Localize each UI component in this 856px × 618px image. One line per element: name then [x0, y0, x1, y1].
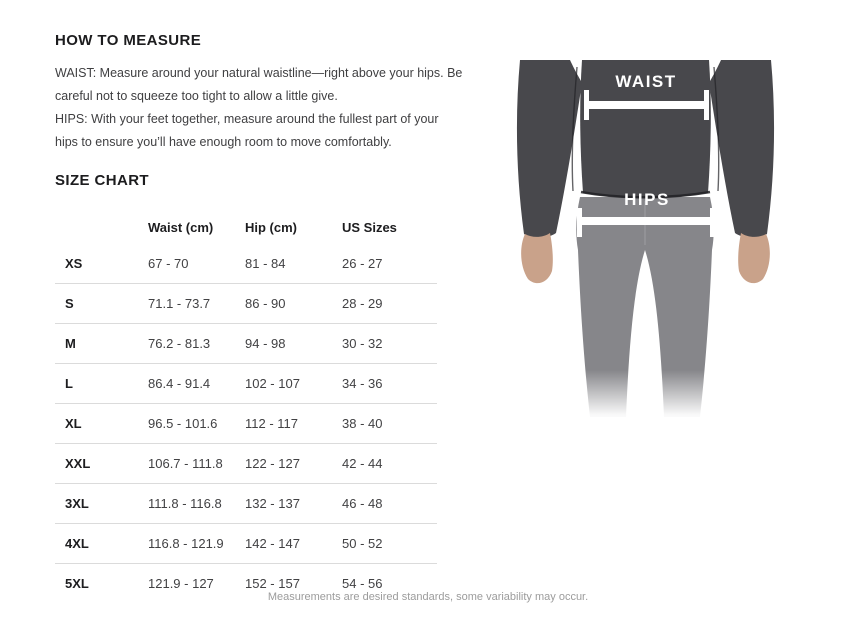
us-size-cell: 34 - 36 [342, 376, 383, 391]
size-cell: L [65, 376, 73, 391]
us-size-cell: 30 - 32 [342, 336, 383, 351]
size-cell: XL [65, 416, 82, 431]
us-size-cell: 50 - 52 [342, 536, 383, 551]
measurement-model-illustration [498, 45, 856, 425]
hip-cell: 152 - 157 [245, 576, 300, 591]
instruction-line: WAIST: Measure around your natural waistline—right above your hips. Be [55, 66, 463, 80]
waist-cell: 76.2 - 81.3 [148, 336, 211, 351]
table-row [55, 403, 437, 443]
us-size-cell: 28 - 29 [342, 296, 383, 311]
col-header-waist: Waist (cm) [148, 219, 214, 235]
table-row [55, 283, 437, 323]
waist-cell: 67 - 70 [148, 256, 189, 271]
instruction-line: careful not to squeeze too tight to allow a little give. [55, 89, 338, 103]
size-cell: S [65, 296, 74, 311]
size-cell: 5XL [65, 576, 89, 591]
col-header-hip: Hip (cm) [245, 219, 297, 235]
table-row [55, 443, 437, 483]
hip-cell: 102 - 107 [245, 376, 300, 391]
table-row [55, 523, 437, 563]
table-row [55, 363, 437, 403]
left-hand [521, 233, 553, 283]
hip-cell: 122 - 127 [245, 456, 300, 471]
us-size-cell: 54 - 56 [342, 576, 383, 591]
hip-cell: 112 - 117 [245, 416, 299, 431]
us-size-cell: 26 - 27 [342, 256, 383, 271]
waist-cell: 106.7 - 111.8 [148, 456, 223, 471]
size-cell: M [65, 336, 76, 351]
col-header-us-sizes: US Sizes [342, 219, 397, 235]
instruction-line: hips to ensure you’ll have enough room to move comfortably. [55, 135, 392, 149]
waist-cell: 121.9 - 127 [148, 576, 214, 591]
left-content-column [55, 32, 485, 603]
footnote: Measurements are desired standards, some variability may occur. [267, 591, 589, 603]
right-hand [738, 233, 770, 283]
size-cell: XXL [65, 456, 91, 471]
leg-fade-overlay [553, 370, 743, 425]
waist-cell: 111.8 - 116.8 [148, 496, 222, 511]
us-size-cell: 38 - 40 [342, 416, 383, 431]
waist-cell: 116.8 - 121.9 [148, 536, 224, 551]
how-to-measure-title: HOW TO MEASURE [55, 32, 202, 49]
measure-instructions [55, 62, 485, 154]
hip-cell: 142 - 147 [245, 536, 300, 551]
us-size-cell: 46 - 48 [342, 496, 383, 511]
hip-cell: 132 - 137 [245, 496, 300, 511]
fit-model-figure [498, 45, 856, 425]
table-row [55, 483, 437, 523]
table-header-row [55, 210, 437, 244]
us-size-cell: 42 - 44 [342, 456, 383, 471]
hip-cell: 81 - 84 [245, 256, 286, 271]
size-cell: 4XL [65, 536, 89, 551]
hips-overlay-label: HIPS [624, 190, 670, 209]
table-row [55, 244, 437, 283]
size-cell: 3XL [65, 496, 89, 511]
waist-overlay-label: WAIST [615, 72, 677, 91]
hip-cell: 94 - 98 [245, 336, 286, 351]
waist-cell: 96.5 - 101.6 [148, 416, 218, 431]
waist-cell: 86.4 - 91.4 [148, 376, 211, 391]
table-row [55, 323, 437, 363]
size-chart-title: SIZE CHART [55, 172, 149, 189]
instruction-line: HIPS: With your feet together, measure around the fullest part of your [55, 112, 439, 126]
hip-cell: 86 - 90 [245, 296, 286, 311]
size-cell: XS [65, 256, 83, 271]
size-table [55, 210, 437, 603]
waist-cell: 71.1 - 73.7 [148, 296, 211, 311]
